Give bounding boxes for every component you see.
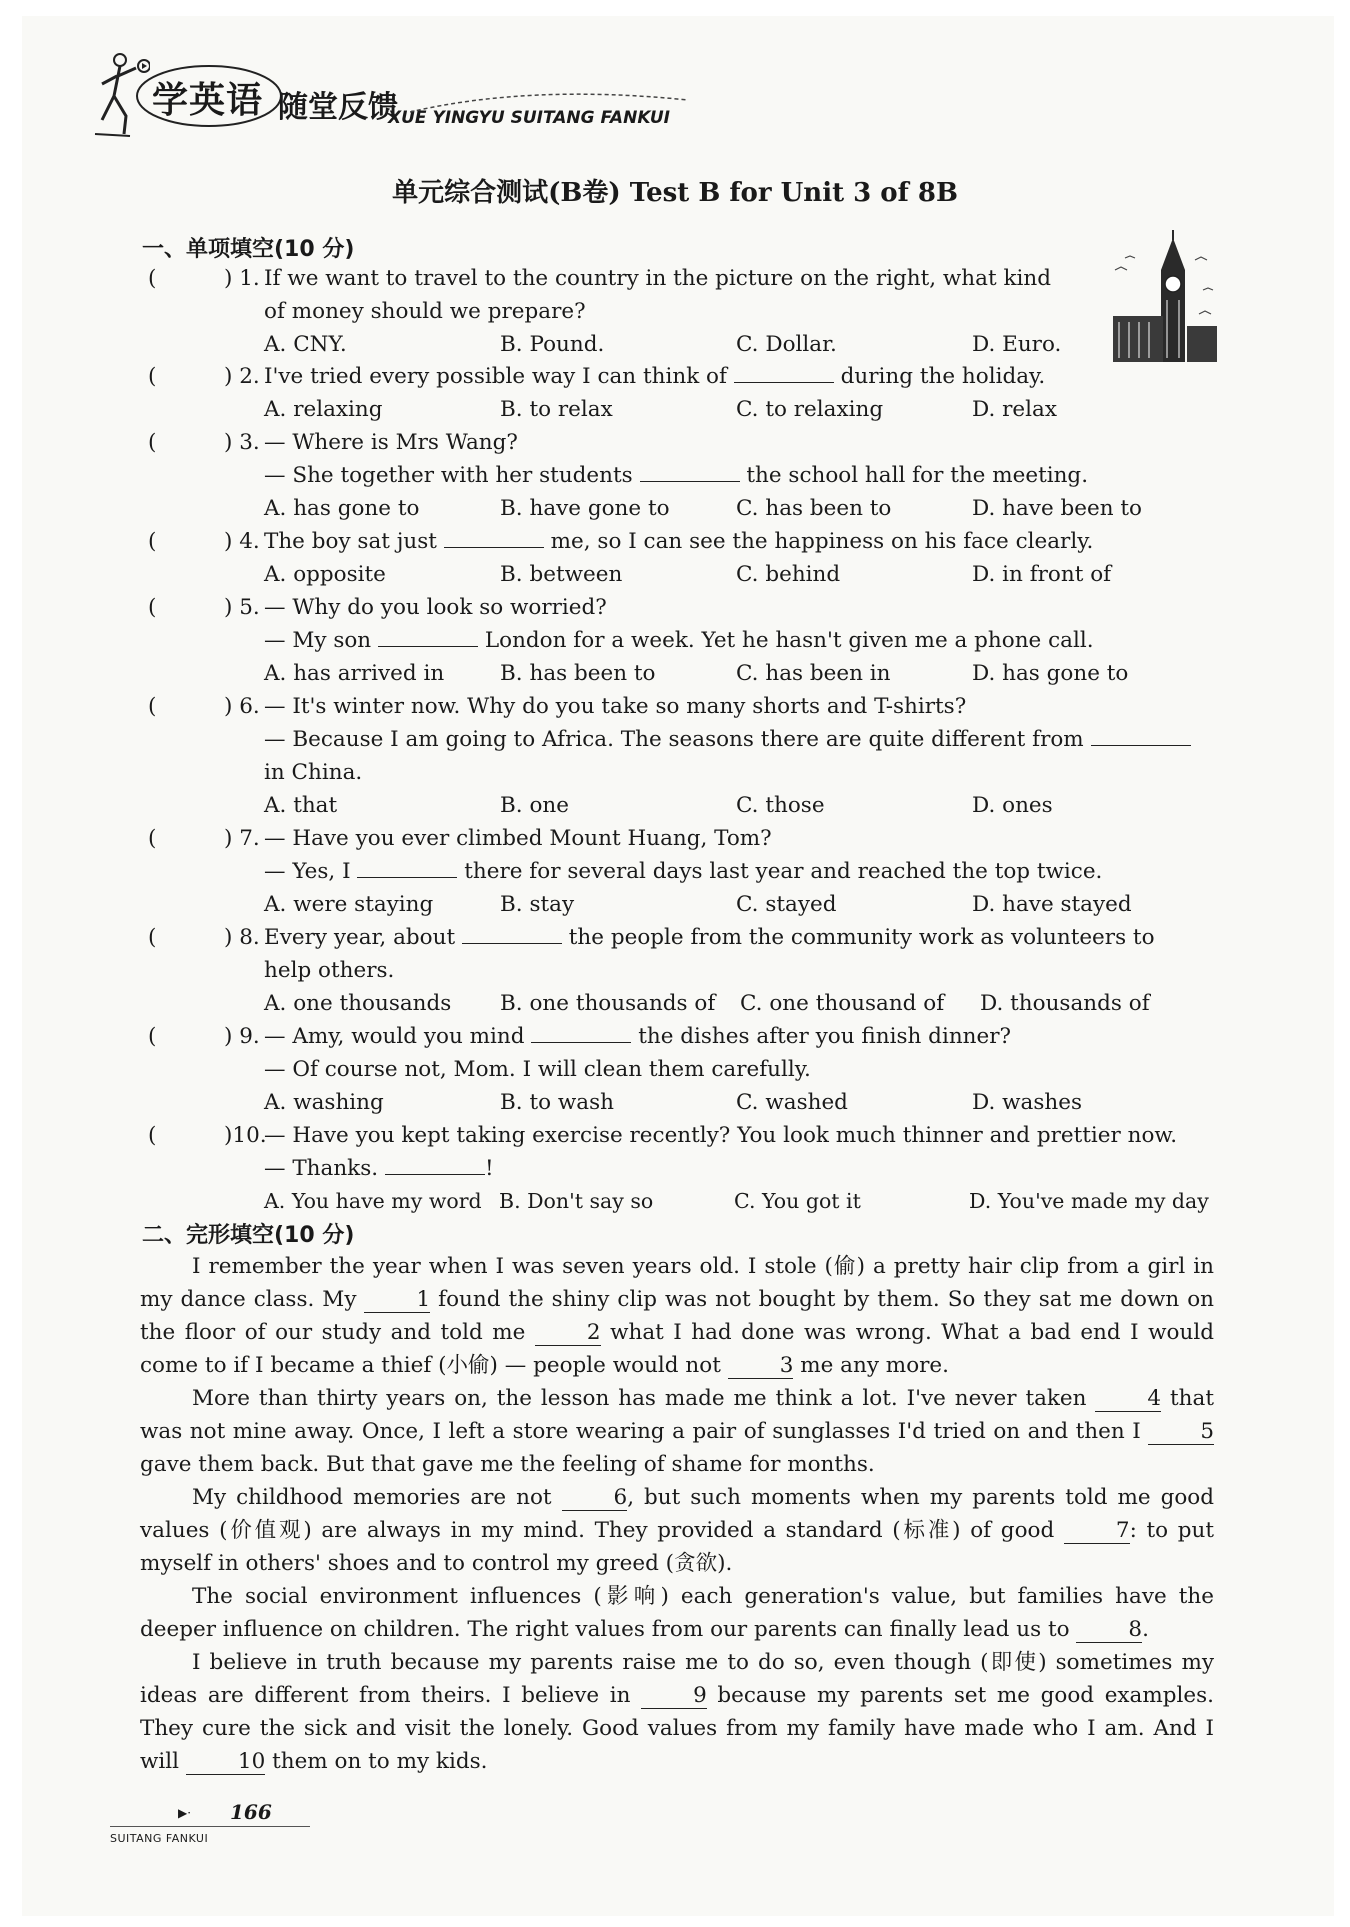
option-d: D. has gone to (972, 661, 1129, 686)
question-10 (148, 1119, 1218, 1218)
question-text: there for several days last year and reached the top twice. (464, 859, 1103, 884)
option-d: D. thousands of (980, 991, 1150, 1016)
answer-paren[interactable]: ( (148, 266, 157, 291)
option-a: A. has gone to (264, 496, 420, 521)
question-number: ) 8. (224, 925, 260, 950)
option-c: C. to relaxing (736, 397, 884, 422)
question-number: ) 9. (224, 1024, 260, 1049)
option-b: B. stay (500, 892, 575, 917)
question-1 (148, 262, 1218, 361)
question-4 (148, 525, 1218, 591)
page-number: 166 (230, 1800, 272, 1824)
option-a: A. one thousands (264, 991, 452, 1016)
answer-paren[interactable]: ( (148, 430, 157, 455)
fill-blank[interactable] (1091, 723, 1191, 746)
logo-subtitle: 随堂反馈 (278, 90, 398, 125)
option-a: A. relaxing (264, 397, 383, 422)
page-arrow-icon: ▶· (178, 1806, 192, 1820)
logo-swoosh-icon (410, 90, 690, 120)
answer-paren[interactable]: ( (148, 826, 157, 851)
fill-blank[interactable] (531, 1020, 631, 1043)
question-text: of money should we prepare? (264, 299, 586, 324)
option-b: B. between (500, 562, 623, 587)
fill-blank[interactable] (357, 855, 457, 878)
option-a: A. washing (264, 1090, 384, 1115)
option-d: D. Euro. (972, 332, 1062, 357)
option-d: D. washes (972, 1090, 1082, 1115)
option-b: B. Don't say so (499, 1189, 654, 1213)
question-8 (148, 921, 1218, 1020)
blank-2[interactable]: 2 (535, 1321, 601, 1346)
question-text: during the holiday. (840, 364, 1046, 389)
answer-paren[interactable]: ( (148, 925, 157, 950)
question-7 (148, 822, 1218, 921)
footer-brand: SUITANG FANKUI (110, 1832, 209, 1845)
option-b: B. Pound. (500, 332, 605, 357)
blank-10[interactable]: 10 (186, 1750, 265, 1775)
blank-6[interactable]: 6 (562, 1486, 628, 1511)
footer-divider (110, 1826, 310, 1827)
question-text: the dishes after you finish dinner? (638, 1024, 1012, 1049)
answer-paren[interactable]: ( (148, 1024, 157, 1049)
option-c: C. has been to (736, 496, 892, 521)
question-number: ) 2. (224, 364, 260, 389)
question-text: — Of course not, Mom. I will clean them carefully. (264, 1057, 811, 1082)
question-number: ) 1. (224, 266, 260, 291)
paragraph-1: I remember the year when I was seven years old. I stole (偷) a pretty hair clip from a girl in my dance class. My 1 found the shiny clip was not bought by them. So they sat me down on the floor of our study and told me 2 what I had done was wrong. What a bad end I would come to if I became a thief (小偷) — people would not 3 me any more. (140, 1254, 1214, 1378)
fill-blank[interactable] (640, 459, 740, 482)
option-c: C. has been in (736, 661, 891, 686)
option-b: B. have gone to (500, 496, 670, 521)
section-heading-1: 一、单项填空(10 分) (142, 237, 355, 262)
answer-paren[interactable]: ( (148, 595, 157, 620)
question-text: London for a week. Yet he hasn't given me a phone call. (484, 628, 1094, 653)
option-c: C. stayed (736, 892, 837, 917)
question-2 (148, 360, 1218, 426)
blank-1[interactable]: 1 (364, 1288, 430, 1313)
option-b: B. one (500, 793, 569, 818)
option-b: B. has been to (500, 661, 656, 686)
question-text: — Amy, would you mind (264, 1024, 525, 1049)
question-text: — Thanks. (264, 1156, 379, 1181)
option-c: C. those (736, 793, 825, 818)
option-d: D. ones (972, 793, 1053, 818)
answer-paren[interactable]: ( (148, 1123, 157, 1148)
question-5 (148, 591, 1218, 690)
question-text: — Have you kept taking exercise recently? You look much thinner and prettier now. (264, 1123, 1178, 1148)
question-text: in China. (264, 760, 363, 785)
question-text: If we want to travel to the country in the picture on the right, what kind (264, 266, 1051, 291)
cloze-passage (140, 1250, 1214, 1778)
question-text: the people from the community work as volunteers to (568, 925, 1155, 950)
fill-blank[interactable] (462, 921, 562, 944)
question-text: ! (484, 1156, 494, 1181)
option-d: D. You've made my day (969, 1189, 1209, 1213)
option-a: A. CNY. (264, 332, 347, 357)
question-text: — Where is Mrs Wang? (264, 430, 518, 455)
question-text: The boy sat just (264, 529, 437, 554)
question-number: ) 4. (224, 529, 260, 554)
logo-pinyin: XUE YINGYU SUITANG FANKUI (388, 108, 671, 128)
option-d: D. have been to (972, 496, 1142, 521)
option-d: D. relax (972, 397, 1057, 422)
question-number: ) 5. (224, 595, 260, 620)
option-d: D. in front of (972, 562, 1112, 587)
question-number: ) 7. (224, 826, 260, 851)
question-text: me, so I can see the happiness on his face clearly. (550, 529, 1094, 554)
logo-title: 学英语 (152, 80, 264, 121)
fill-blank[interactable] (385, 1152, 485, 1175)
question-text: — Because I am going to Africa. The seasons there are quite different from (264, 727, 1084, 752)
option-a: A. that (264, 793, 338, 818)
question-text: — It's winter now. Why do you take so many shorts and T-shirts? (264, 694, 967, 719)
question-6 (148, 690, 1218, 822)
option-a: A. opposite (264, 562, 386, 587)
blank-4[interactable]: 4 (1095, 1387, 1161, 1412)
blank-7[interactable]: 7 (1064, 1519, 1130, 1544)
option-d: D. have stayed (972, 892, 1132, 917)
option-b: B. to relax (500, 397, 613, 422)
question-number: ) 6. (224, 694, 260, 719)
answer-paren[interactable]: ( (148, 364, 157, 389)
answer-paren[interactable]: ( (148, 529, 157, 554)
question-text: — Yes, I (264, 859, 351, 884)
question-number: )10. (224, 1123, 267, 1148)
option-a: A. You have my word (264, 1189, 482, 1213)
fill-blank[interactable] (734, 360, 834, 383)
paragraph-4: The social environment influences (影响) each generation's value, but families have the deeper influence on children. The right values from our parents can finally lead us to 8. (140, 1584, 1214, 1642)
option-a: A. were staying (264, 892, 434, 917)
option-b: B. one thousands of (500, 991, 716, 1016)
answer-paren[interactable]: ( (148, 694, 157, 719)
blank-3[interactable]: 3 (728, 1354, 794, 1379)
question-text: Every year, about (264, 925, 456, 950)
question-text: — She together with her students (264, 463, 633, 488)
option-c: C. washed (736, 1090, 848, 1115)
question-text: — Why do you look so worried? (264, 595, 607, 620)
blank-5[interactable]: 5 (1148, 1420, 1214, 1445)
option-b: B. to wash (500, 1090, 614, 1115)
question-3 (148, 426, 1218, 525)
section-heading-2: 二、完形填空(10 分) (142, 1223, 355, 1248)
paragraph-2: More than thirty years on, the lesson has made me think a lot. I've never taken 4 that was not mine away. Once, I left a store wearing a pair of sunglasses I'd tried on and then I 5 gave them back. But that gave me the feeling of shame for months. (140, 1386, 1214, 1477)
option-a: A. has arrived in (264, 661, 445, 686)
paragraph-3: My childhood memories are not 6, but such moments when my parents told me good values (价值观) are always in my mind. They provided a standard (标准) of good 7: to put myself in others' shoes and to control my greed (贪欲). (140, 1485, 1214, 1576)
question-text: — My son (264, 628, 372, 653)
header-logo (90, 50, 680, 140)
question-text: — Have you ever climbed Mount Huang, Tom? (264, 826, 772, 851)
option-c: C. You got it (734, 1189, 861, 1213)
fill-blank[interactable] (444, 525, 544, 548)
option-c: C. Dollar. (736, 332, 837, 357)
question-number: ) 3. (224, 430, 260, 455)
question-9 (148, 1020, 1218, 1119)
fill-blank[interactable] (378, 624, 478, 647)
question-text: I've tried every possible way I can think of (264, 364, 727, 389)
blank-8[interactable]: 8 (1076, 1618, 1142, 1643)
question-text: the school hall for the meeting. (746, 463, 1089, 488)
option-c: C. one thousand of (740, 991, 945, 1016)
paragraph-5: I believe in truth because my parents raise me to do so, even though (即使) sometimes my ideas are different from theirs. I believe in 9 because my parents set me good examples. They cure the sick and visit the lonely. Good values from my family have made who I am. And I will 10 them on to my kids. (140, 1650, 1214, 1774)
option-c: C. behind (736, 562, 841, 587)
page-title: 单元综合测试(B卷) Test B for Unit 3 of 8B (392, 178, 958, 208)
question-text: help others. (264, 958, 395, 983)
blank-9[interactable]: 9 (641, 1684, 707, 1709)
